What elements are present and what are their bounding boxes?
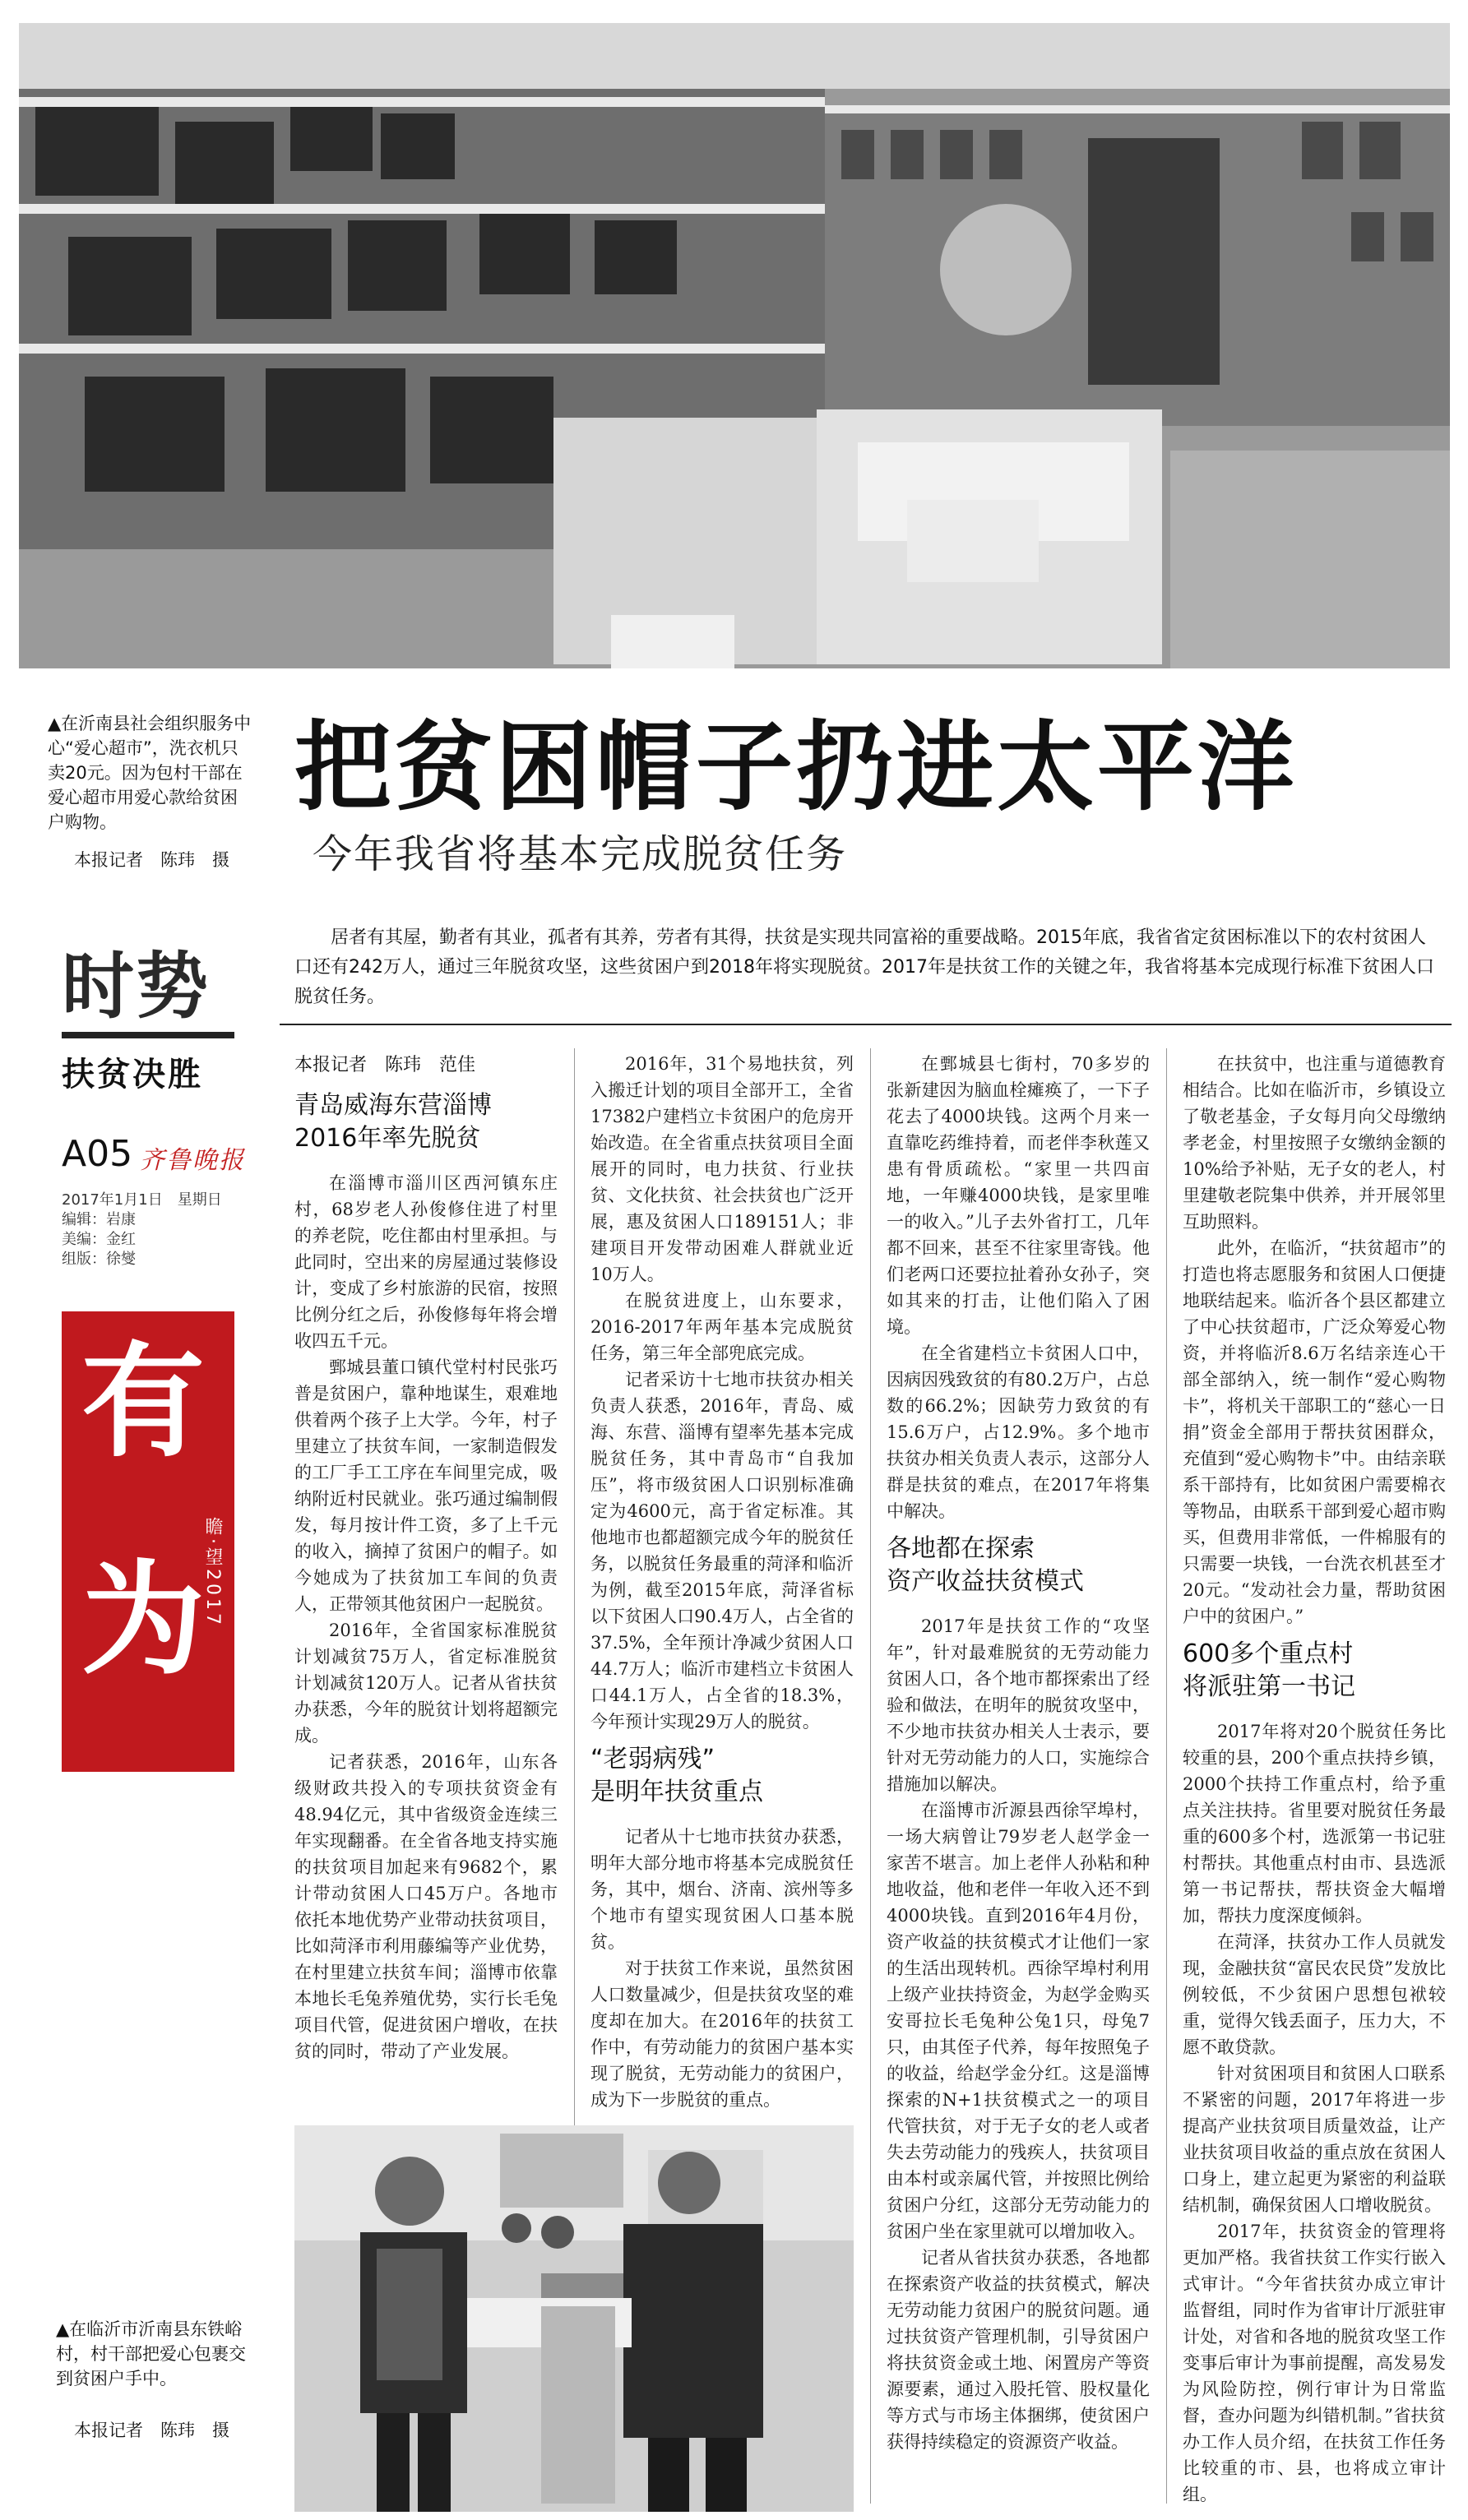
banner-char-1: 有 (81, 1329, 206, 1474)
top-photo-caption: ▲在沂南县社会组织服务中心“爱心超市”，洗衣机只卖20元。因为包村干部在爱心超市用爱心款给贫困户购物。 (48, 714, 252, 832)
paragraph: 针对贫困项目和贫困人口联系不紧密的问题，2017年将进一步提高产业扶贫项目质量效益，让产业扶贫项目收益的重点放在贫困人口身上，建立起更为紧密的利益联结机制，确保贫困人口增收脱贫。 (1183, 2064, 1446, 2215)
paragraph: 2017年，扶贫资金的管理将更加严格。我省扶贫工作实行嵌入式审计。“今年省扶贫办成立审计监督组，同时作为省审计厅派驻审计处，对省和各地的脱贫攻坚工作变事后审计为事前提醒，高发易发为风险防控，例行审计为日常监督，查办问题为纠错机制。”省扶贫办工作人员介绍，在扶贫工作任务比较重的市、县，也将成立审计组。 (1183, 2222, 1446, 2504)
paragraph: 2017年将对20个脱贫任务比较重的县，200个重点扶持乡镇，2000个扶持工作重点村，给予重点关注扶持。省里要对脱贫任务最重的600多个村，选派第一书记驻村帮扶。其他重点村由市、县选派第一书记帮扶，帮扶资金大幅增加，帮扶力度深度倾斜。 (1183, 1722, 1446, 1926)
feature-banner (62, 1311, 234, 1772)
paragraph: 在淄博市淄川区西河镇东庄村，68岁老人孙俊修住进了村里的养老院，吃住都由村里承担。与此同时，空出来的房屋通过装修设计，变成了乡村旅游的民宿，按照比例分红之后，孙俊修每年将会增收四五千元。 (294, 1173, 558, 1351)
paragraph: 对于扶贫工作来说，虽然贫困人口数量减少，但是扶贫攻坚的难度却在加大。在2016年的扶贫工作中，有劳动能力的贫困户基本实现了脱贫，无劳动能力的贫困户，成为下一步脱贫的重点。 (590, 1958, 854, 2110)
paragraph: 记者从十七地市扶贫办获悉，明年大部分地市将基本完成脱贫任务，其中，烟台、济南、滨州等多个地市有望实现贫困人口基本脱贫。 (590, 1827, 854, 1952)
paragraph: 记者获悉，2016年，山东各级财政共投入的专项扶贫资金有48.94亿元，其中省级资金连续三年实现翻番。在全省各地支持实施的扶贫项目加起来有9682个，累计带动贫困人口45万户。各地市依托本地优势产业带动扶贫项目，比如菏泽市利用藤编等产业优势，在村里建立扶贫车间；淄博市依靠本地长毛兔养殖优势，实行长毛兔项目代管，促进贫困户增收，在扶贫的同时，带动了产业发展。 (294, 1752, 558, 2061)
paragraph: 此外，在临沂，“扶贫超市”的打造也将志愿服务和贫困人口便捷地联结起来。临沂各个县区都建立了中心扶贫超市，广泛众筹爱心物资，并将临沂8.6万名结亲连心干部全部纳入，统一制作“爱心购物卡”，将机关干部职工的“慈心一日捐”资金全部用于帮扶贫困群众，充值到“爱心购物卡”中。由结亲联系干部持有，比如贫困户需要棉衣等物品，由联系干部到爱心超市购买，但费用非常低，一件棉服有的只需要一块钱，一台洗衣机甚至才20元。“发动社会力量，帮助贫困户中的贫困户。” (1183, 1238, 1446, 1626)
lead-rule (280, 1024, 1452, 1025)
section-title: 时势 (62, 944, 211, 1029)
column-divider (574, 1048, 575, 2138)
lead-paragraph: 居者有其屋，勤者有其业，孤者有其养，劳者有其得，扶贫是实现共同富裕的重要战略。2015年底，我省省定贫困标准以下的农村贫困人口还有242万人，通过三年脱贫攻坚，这些贫困户到2018年将实现脱贫。2017年是扶贫工作的关键之年，我省将基本完成现行标准下贫困人口脱贫任务。 (294, 927, 1434, 1007)
subhead: 今年我省将基本完成脱贫任务 (313, 831, 848, 877)
article-column-1 (294, 1081, 558, 2065)
paragraph: 在扶贫中，也注重与道德教育相结合。比如在临沂市，乡镇设立了敬老基金，子女每月向父母缴纳孝老金，村里按照子女缴纳金额的10%给予补贴，无子女的老人，村里建敬老院集中供养，并开展邻里互助照料。 (1183, 1054, 1446, 1232)
section-rule (62, 1032, 234, 1038)
bottom-photo-caption: ▲在临沂市沂南县东铁峪村，村干部把爱心包裹交到贫困户手中。 (56, 2319, 246, 2388)
photo-people-icon (294, 2125, 854, 2512)
bottom-photo-credit: 本报记者 陈玮 摄 (74, 2421, 229, 2440)
paragraph: 记者采访十七地市扶贫办相关负责人获悉，2016年，青岛、威海、东营、淄博有望率先基本完成脱贫任务，其中青岛市“自我加压”，将市级贫困人口识别标准确定为4600元，高于省定标准。其他地市也都超额完成今年的脱贫任务，以脱贫任务最重的菏泽和临沂为例，截至2015年底，菏泽省标以下贫困人口90.4万人，占全省的37.5%，全年预计净减少贫困人口44.7万人；临沂市建档立卡贫困人口44.1万人，占全省的18.3%，今年预计实现29万人的脱贫。 (590, 1370, 854, 1732)
banner-side-text: 瞻·望2017 (202, 1517, 223, 1628)
paragraph: 鄄城县董口镇代堂村村民张巧普是贫困户，靠种地谋生，艰难地供着两个孩子上大学。今年，村子里建立了扶贫车间，一家制造假发的工厂手工工序在车间里完成，吸纳附近村民就业。张巧通过编制假发，每月按计件工资，多了上千元的收入，摘掉了贫困户的帽子。如今她成为了扶贫加工车间的负责人，正带领其他贫困户一起脱贫。 (294, 1357, 558, 1614)
art-credit: 美编：金红 (62, 1231, 136, 1248)
issue-date: 2017年1月1日 星期日 (62, 1191, 222, 1209)
bottom-photo (294, 2125, 854, 2512)
article-column-3 (887, 1051, 1150, 2455)
paragraph: 在全省建档立卡贫困人口中，因病因残致贫的有80.2万户，占总数的66.2%；因缺劳力致贫的有15.6万户，占12.9%。多个地市扶贫办相关负责人表示，这部分人群是扶贫的难点，在2017年将集中解决。 (887, 1343, 1150, 1521)
editor-credit: 编辑：岩康 (62, 1211, 136, 1228)
paragraph: 2016年，31个易地扶贫，列入搬迁计划的项目全部开工，全省17382户建档立卡贫困户的危房开始改造。在全省重点扶贫项目全面展开的同时，电力扶贫、行业扶贫、文化扶贫、社会扶贫也广泛开展，惠及贫困人口189151人；非建项目开发带动困难人群就业近10万人。 (590, 1054, 854, 1284)
column-divider (1166, 1048, 1167, 2504)
article-column-4 (1183, 1051, 1446, 2508)
banner-char-2: 为 (81, 1547, 206, 1692)
section-heading-3: 各地都在探索 资产收益扶贫模式 (887, 1534, 1084, 1596)
newspaper-brand: 齐鲁晚报 (140, 1146, 245, 1175)
paragraph: 在淄博市沂源县西徐罕埠村，一场大病曾让79岁老人赵学金一家苦不堪言。加上老伴人孙粘和种地收益，他和老伴一年收入还不到4000块钱。直到2016年4月份，资产收益的扶贫模式才让他们一家的生活出现转机。西徐罕埠村利用上级产业扶持资金，为赵学金购买安哥拉长毛兔种公兔1只，母兔7只，由其侄子代养，每年按照兔子的收益，给赵学金分红。这是淄博探索的N+1扶贫模式之一的项目代管扶贫，对于无子女的老人或者失去劳动能力的残疾人，扶贫项目由本村或亲属代管，并按照比例给贫困户分红，这部分无劳动能力的贫困户坐在家里就可以增加收入。 (887, 1801, 1150, 2241)
paragraph: 在脱贫进度上，山东要求，2016-2017年两年基本完成脱贫任务，第三年全部兜底完成。 (590, 1291, 854, 1363)
paragraph: 记者从省扶贫办获悉，各地都在探索资产收益的扶贫模式，解决无劳动能力贫困户的脱贫问题。通过扶贫资产管理机制，引导贫困户将扶贫资金或土地、闲置房产等资源要素，通过入股托管、股权量化等方式与市场主体捆绑，使贫困户获得持续稳定的资源资产收益。 (887, 2248, 1150, 2452)
top-photo (19, 23, 1450, 668)
article-byline: 本报记者 陈玮 范佳 (294, 1055, 476, 1075)
section-heading-1: 青岛威海东营淄博 2016年率先脱贫 (294, 1091, 492, 1153)
page-number: A05 (62, 1133, 133, 1175)
section-heading-2: “老弱病残” 是明年扶贫重点 (590, 1745, 763, 1806)
section-subtitle: 扶贫决胜 (62, 1056, 203, 1094)
paragraph: 2016年，全省国家标准脱贫计划减贫75万人，省定标准脱贫计划减贫120万人。记者从省扶贫办获悉，今年的脱贫计划将超额完成。 (294, 1621, 558, 1746)
photo-supermarket-icon (19, 23, 1450, 668)
paragraph: 在菏泽，扶贫办工作人员就发现，金融扶贫“富民农民贷”发放比例较低，不少贫困户思想包袱较重，觉得欠钱丢面子，压力大，不愿不敢贷款。 (1183, 1932, 1446, 2057)
article-column-2 (590, 1051, 854, 2113)
paragraph: 在鄄城县七街村，70多岁的张新建因为脑血栓瘫痪了，一下子花去了4000块钱。这两个月来一直靠吃药维持着，而老伴李秋莲又患有骨质疏松。“家里一共四亩地，一年赚4000块钱，是家里唯一的收入。”儿子去外省打工，几年都不回来，甚至不往家里寄钱。他们老两口还要拉扯着孙女孙子，突如其来的打击，让他们陷入了困境。 (887, 1054, 1150, 1337)
top-photo-credit: 本报记者 陈玮 摄 (74, 850, 229, 870)
column-divider (870, 1048, 871, 2504)
paragraph: 2017年是扶贫工作的“攻坚年”，针对最难脱贫的无劳动能力贫困人口，各个地市都探索出了经验和做法，在明年的脱贫攻坚中，不少地市扶贫办相关人士表示，要针对无劳动能力的人口，实施综合措施加以解决。 (887, 1616, 1150, 1794)
headline: 把贫困帽子扔进太平洋 (294, 710, 1299, 824)
section-heading-4: 600多个重点村 将派驻第一书记 (1183, 1639, 1355, 1701)
layout-credit: 组版：徐燮 (62, 1251, 136, 1268)
